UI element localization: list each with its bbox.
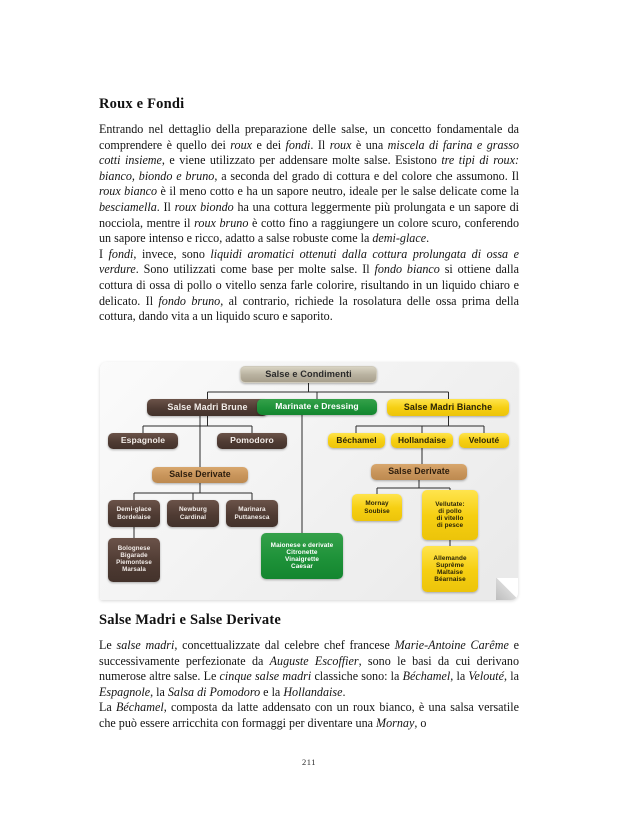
diagram-node-newburg bbox=[167, 500, 219, 527]
page-curl-decoration bbox=[496, 578, 518, 600]
page-number: 211 bbox=[302, 757, 316, 767]
diagram-node-label: Béchamel bbox=[336, 434, 377, 445]
diagram-node-label: Maionese e derivate bbox=[270, 541, 334, 549]
diagram-node-label: Mornay bbox=[365, 500, 389, 508]
diagram-node-veloute bbox=[459, 433, 509, 448]
diagram-node-label: Salse Madri Brune bbox=[167, 402, 248, 413]
diagram-node-label: Marinara bbox=[238, 506, 266, 514]
diagram-node-label: Salse Madri Bianche bbox=[403, 401, 493, 412]
diagram-node-root bbox=[240, 366, 377, 383]
diagram-node-marinara bbox=[226, 500, 278, 527]
diagram-node-demi-glace bbox=[108, 500, 160, 527]
diagram-node-hollandaise bbox=[391, 433, 453, 448]
diagram-node-label: Vinaigrette bbox=[284, 556, 319, 563]
diagram-node-label: Salse Derivate bbox=[169, 469, 231, 480]
diagram-node-label: di pollo bbox=[438, 507, 462, 515]
diagram-node-label: Cardinal bbox=[179, 513, 207, 521]
diagram-node-label: Marsala bbox=[122, 565, 146, 573]
diagram-node-espagnole bbox=[108, 433, 178, 449]
diagram-node-label: Caesar bbox=[291, 563, 313, 571]
diagram-node-salse-derivate-left bbox=[152, 467, 248, 483]
paragraph-salse-2: La Béchamel, composta da latte addensato con un roux bianco, è una salsa versatile che può essere arricchita con formaggi per diventare una Mornay, o bbox=[99, 700, 519, 730]
diagram-node-label: di pesce bbox=[436, 522, 464, 530]
diagram-node-label: Béarnaise bbox=[434, 576, 466, 584]
diagram-node-label: Salse e Condimenti bbox=[265, 369, 352, 380]
diagram-node-salse-madri-bianche bbox=[387, 399, 509, 416]
diagram-node-label: Bordelaise bbox=[117, 513, 151, 521]
salse-diagram-figure bbox=[100, 362, 518, 600]
article-body-2 bbox=[99, 612, 519, 732]
diagram-node-label: Marinate e Dressing bbox=[275, 401, 359, 412]
article-body bbox=[99, 96, 519, 325]
paragraph-roux-1: Entrando nel dettaglio della preparazione delle salse, un concetto fondamentale da comprendere è quello dei roux e dei fondi. Il roux è una miscela di farina e grasso cotti insieme, e viene utilizzato per addensare molte salse. Esistono tre tipi di roux: bianco, biondo e bruno, a seconda del grado di cottura e del colore che assumono. Il roux bianco è il meno cotto e ha un sapore neutro, ideale per le salse delicate come la besciamella. Il roux biondo ha una cottura leggermente più prolungata e un sapore di nocciola, mentre il roux bruno è cotto fino a raggiungere un colore scuro, conferendo un sapore intenso e ricco, adatto a salse robuste come la demi-glace. bbox=[99, 122, 520, 246]
diagram-node-label: di vitello bbox=[436, 515, 464, 522]
diagram-node-label: Soubise bbox=[364, 507, 390, 515]
diagram-node-label: Maltaise bbox=[436, 569, 464, 576]
diagram-node-label: Hollandaise bbox=[397, 434, 447, 445]
diagram-node-salse-derivate-right bbox=[371, 464, 467, 480]
diagram-node-label: Newburg bbox=[178, 506, 208, 514]
page-title-roux-e-fondi: Roux e Fondi bbox=[99, 96, 185, 112]
diagram-node-label: Salse Derivate bbox=[388, 466, 450, 477]
salse-diagram bbox=[100, 362, 518, 600]
diagram-node-marinate-dressing bbox=[257, 399, 377, 415]
diagram-node-maionese bbox=[261, 533, 343, 579]
diagram-node-label: Suprême bbox=[435, 561, 465, 569]
diagram-node-allemande bbox=[422, 546, 478, 592]
diagram-node-label: Bolognese bbox=[117, 545, 151, 553]
paragraph-roux-2: I fondi, invece, sono liquidi aromatici ottenuti dalla cottura prolungata di ossa e verdure. Sono utilizzati come base per molte salse. Il fondo bianco si ottiene dalla cottura di ossa di pollo o vitello senza farle colorire, risultando in un liquido chiaro e delicato. Il fondo bruno, al contrario, richiede la rosolatura delle ossa prima della cottura, dando vita a un liquido scuro e saporito. bbox=[99, 246, 519, 324]
page-title-salse-madri: Salse Madri e Salse Derivate bbox=[99, 612, 281, 628]
diagram-node-salse-madri-brune bbox=[147, 399, 268, 416]
diagram-node-bolognese bbox=[108, 538, 160, 582]
diagram-node-label: Piemontese bbox=[116, 559, 152, 566]
diagram-node-label: Demi-glace bbox=[116, 506, 152, 514]
diagram-node-vellutate bbox=[422, 490, 478, 540]
diagram-node-label: Allemande bbox=[433, 554, 467, 562]
paragraph-salse-1: Le salse madri, concettualizzate dal celebre chef francese Marie-Antoine Carême e successivamente perfezionate da Auguste Escoffier, sono le basi da cui derivano numerose altre salse. Le cinque salse madri classiche sono: la Béchamel, la Velouté, la Espagnole, la Salsa di Pomodoro e la Hollandaise. bbox=[99, 638, 519, 699]
diagram-node-bechamel bbox=[328, 433, 385, 448]
diagram-node-pomodoro bbox=[217, 433, 287, 449]
diagram-node-mornay bbox=[352, 494, 402, 521]
diagram-node-label: Puttanesca bbox=[234, 513, 270, 521]
diagram-node-label: Vellutate: bbox=[435, 500, 465, 508]
diagram-node-label: Velouté bbox=[468, 434, 500, 445]
diagram-node-label: Espagnole bbox=[120, 435, 166, 446]
diagram-node-label: Citronette bbox=[286, 548, 318, 556]
diagram-node-label: Pomodoro bbox=[230, 435, 274, 446]
diagram-node-label: Bigarade bbox=[120, 552, 148, 560]
